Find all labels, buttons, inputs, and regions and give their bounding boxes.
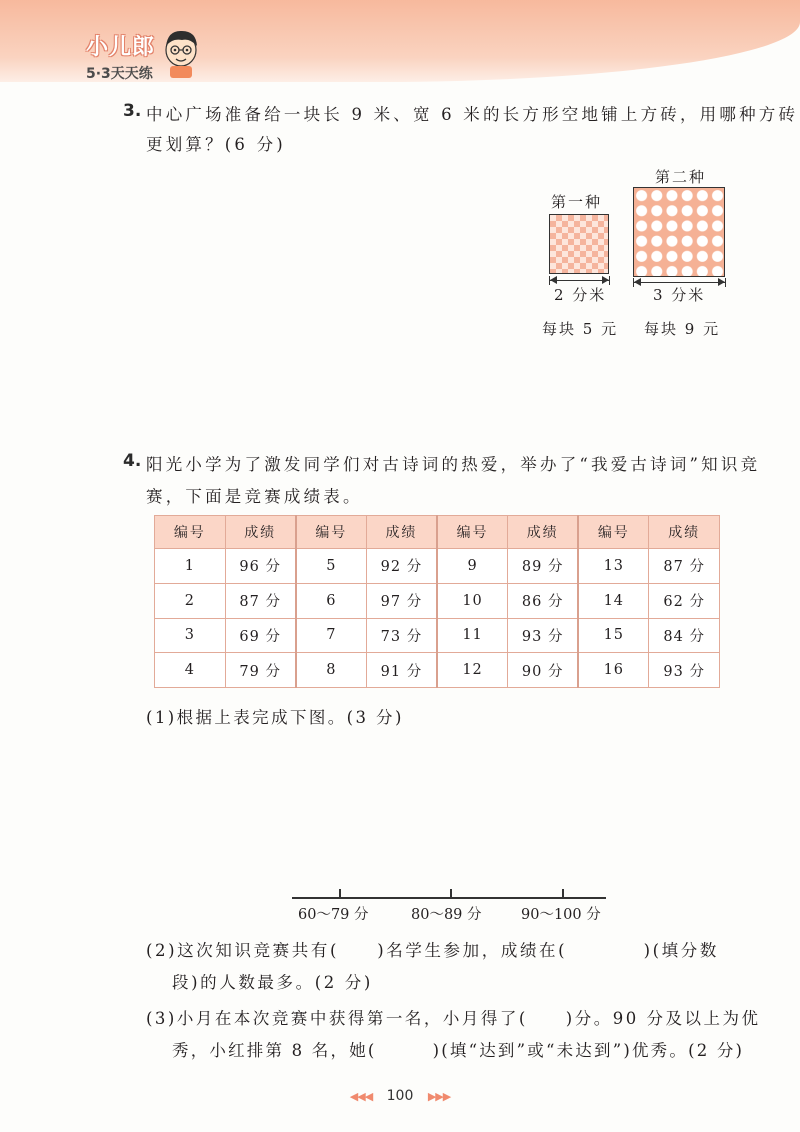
cell-score: 79 分 <box>225 653 296 688</box>
header-id: 编号 <box>437 516 508 549</box>
cell-id: 10 <box>437 583 508 618</box>
cell-id: 13 <box>578 549 649 584</box>
cell-score: 87 分 <box>649 549 720 584</box>
question-3-number: 3. <box>123 101 142 121</box>
header-id: 编号 <box>155 516 226 549</box>
table-row <box>155 549 720 584</box>
brand-series: 5·3天天练 <box>86 66 153 82</box>
header-score: 成绩 <box>366 516 437 549</box>
tile-1-dimension-line <box>549 280 610 281</box>
question-4-part-2-line-2: 段)的人数最多。(2 分) <box>172 973 373 992</box>
cell-id: 5 <box>296 549 367 584</box>
tile-2-dimension-line <box>633 282 726 283</box>
table-row <box>155 583 720 618</box>
question-3-line-1: 中心广场准备给一块长 9 米、宽 6 米的长方形空地铺上方砖，用哪种方砖 <box>146 105 799 124</box>
cell-score: 97 分 <box>366 583 437 618</box>
cell-id: 8 <box>296 653 367 688</box>
tile-1-pattern <box>549 214 609 274</box>
page-number: 100 <box>386 1088 414 1104</box>
axis-label-60-79: 60～79 分 <box>298 907 369 923</box>
axis-tick <box>562 889 564 898</box>
cell-score: 62 分 <box>649 583 720 618</box>
cell-score: 91 分 <box>366 653 437 688</box>
cell-score: 86 分 <box>508 583 579 618</box>
tile-1-price: 每块 5 元 <box>542 320 619 338</box>
question-3-line-2: 更划算？(6 分) <box>146 135 286 154</box>
cell-id: 4 <box>155 653 226 688</box>
question-4-part-1: (1)根据上表完成下图。(3 分) <box>146 708 404 727</box>
cell-id: 12 <box>437 653 508 688</box>
question-4-number: 4. <box>123 451 142 471</box>
right-arrows-icon: ▶▶▶ <box>427 1090 451 1103</box>
cell-score: 92 分 <box>366 549 437 584</box>
cell-id: 7 <box>296 618 367 653</box>
cell-id: 6 <box>296 583 367 618</box>
cell-score: 84 分 <box>649 618 720 653</box>
brand-logo <box>86 30 155 83</box>
cell-id: 9 <box>437 549 508 584</box>
tile-2-name: 第二种 <box>655 168 707 186</box>
cell-id: 3 <box>155 618 226 653</box>
table-row <box>155 653 720 688</box>
axis-label-80-89: 80～89 分 <box>411 907 482 923</box>
tile-2-price: 每块 9 元 <box>644 320 721 338</box>
cell-score: 90 分 <box>508 653 579 688</box>
cell-id: 1 <box>155 549 226 584</box>
cell-score: 73 分 <box>366 618 437 653</box>
score-table <box>154 515 720 688</box>
table-header-row <box>155 516 720 549</box>
cell-score: 96 分 <box>225 549 296 584</box>
cell-score: 87 分 <box>225 583 296 618</box>
brand-title: 小儿郎 <box>86 35 156 60</box>
boy-mascot-icon <box>160 26 202 78</box>
cell-id: 11 <box>437 618 508 653</box>
cell-id: 14 <box>578 583 649 618</box>
header-score: 成绩 <box>225 516 296 549</box>
tile-2-size: 3 分米 <box>653 286 706 304</box>
tile-1-name: 第一种 <box>551 193 603 211</box>
tile-2-pattern <box>633 187 725 277</box>
axis-tick <box>339 889 341 898</box>
cell-score: 93 分 <box>508 618 579 653</box>
tile-1-size: 2 分米 <box>554 286 607 304</box>
axis-label-90-100: 90～100 分 <box>521 907 601 923</box>
cell-id: 2 <box>155 583 226 618</box>
question-4-part-3-line-2: 秀，小红排第 8 名，她( )(填“达到”或“未达到”)优秀。(2 分) <box>172 1041 745 1060</box>
cell-id: 15 <box>578 618 649 653</box>
header-score: 成绩 <box>508 516 579 549</box>
header-score: 成绩 <box>649 516 720 549</box>
question-4-line-2: 赛，下面是竞赛成绩表。 <box>146 487 363 506</box>
left-arrows-icon: ◀◀◀ <box>349 1090 373 1103</box>
cell-score: 69 分 <box>225 618 296 653</box>
cell-score: 89 分 <box>508 549 579 584</box>
header-id: 编号 <box>578 516 649 549</box>
question-4-line-1: 阳光小学为了激发同学们对古诗词的热爱，举办了“我爱古诗词”知识竞 <box>146 455 761 474</box>
axis-tick <box>450 889 452 898</box>
table-row <box>155 618 720 653</box>
page-footer <box>0 1088 800 1104</box>
cell-id: 16 <box>578 653 649 688</box>
question-4-part-3-line-1: (3)小月在本次竞赛中获得第一名，小月得了( )分。90 分及以上为优 <box>146 1009 761 1028</box>
header-id: 编号 <box>296 516 367 549</box>
question-4-part-2-line-1: (2)这次知识竞赛共有( )名学生参加，成绩在( )(填分数 <box>146 941 719 960</box>
cell-score: 93 分 <box>649 653 720 688</box>
